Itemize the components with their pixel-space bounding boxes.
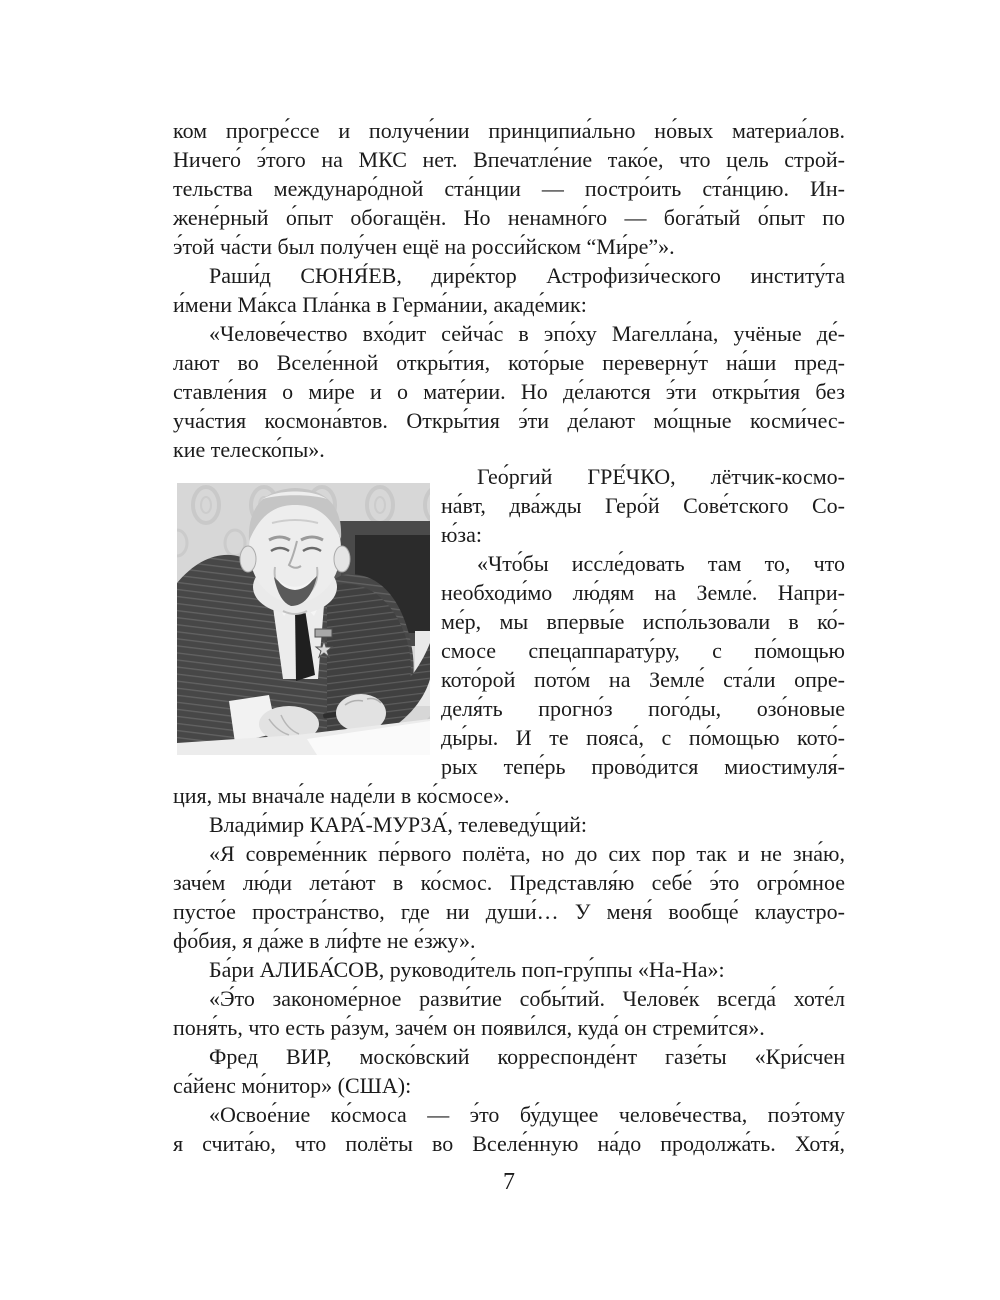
face	[240, 488, 350, 614]
text-line: са́йенс мо́нитор» (США):	[173, 1073, 412, 1098]
text-line: Ба́ри АЛИБА́СОВ, руководи́тель поп-гру́ппы «На-На»:	[209, 957, 725, 982]
text-line: Ничего́ э́того на МКС нет. Впечатле́ние тако́е, что цель строй-	[173, 147, 845, 172]
text-line: уча́стия космона́втов. Откры́тия э́ти де́лают мо́щные косми́чес-	[173, 408, 845, 433]
text-line: «Освое́ние ко́смоса — э́то бу́дущее челове́чества, поэ́тому	[209, 1102, 845, 1127]
text-line: Фред ВИР, моско́вский корреспонде́нт газе́ты «Кри́счен	[209, 1044, 845, 1069]
grechko-portrait-illustration	[177, 483, 430, 755]
text-line: ком прогре́ссе и получе́нии принципиа́льно но́вых материа́лов.	[173, 118, 845, 143]
text-line: жене́рный о́пыт обогащён. Но ненамно́го — бога́тый о́пыт по	[173, 205, 845, 230]
text-line: рых тепе́рь прово́дится миостимуля́-	[441, 754, 845, 779]
text-line: ю́за:	[441, 522, 483, 547]
text-line: «Что́бы иссле́довать там то, что	[477, 551, 845, 576]
text-line: фо́бия, я да́же в ли́фте не е́зжу».	[173, 928, 476, 953]
text-line: ме́р, мы впервы́е испо́льзовали в ко́-	[441, 609, 845, 634]
text-line: пусто́е простра́нство, где ни души́… У меня́ вообще́ клаустро-	[173, 899, 845, 924]
text-line: «Челове́чество вхо́дит сейча́с в эпо́ху Магелла́на, учёные де́-	[209, 321, 845, 346]
text-line: «Э́то закономе́рное разви́тие собы́тий. Челове́к всегда́ хоте́л	[209, 986, 845, 1011]
text-line: э́той ча́сти был полу́чен ещё на росси́йском “Ми́ре”».	[173, 234, 675, 259]
text-line: смосе спецаппарату́ру, с по́мощью	[441, 638, 845, 663]
text-line: заче́м лю́ди лета́ют в ко́смос. Представля́ю себе́ э́то огро́мное	[173, 870, 845, 895]
text-line: тельства междунаро́дной ста́нции — постро́ить ста́нцию. Ин-	[173, 176, 845, 201]
photo-georgy-grechko	[177, 483, 430, 755]
text-line: деля́ть прогно́з пого́ды, озо́новые	[441, 696, 845, 721]
text-line: Гео́ргий ГРЕ́ЧКО, лётчик-космо-	[477, 464, 845, 489]
text-line: я счита́ю, что полёты во Вселе́нную на́до продолжа́ть. Хотя́,	[173, 1131, 845, 1156]
text-line: ция, мы внача́ле наде́ли в ко́смосе».	[173, 783, 510, 808]
text-line: поня́ть, что есть ра́зум, заче́м он появи́лся, куда́ он стреми́тся».	[173, 1015, 765, 1040]
text-line: ды́ры. И те пояса́, с по́мощью кото́-	[441, 725, 845, 750]
paragraph-block-beside-photo	[441, 462, 845, 781]
text-line: Влади́мир КАРА́-МУРЗА́, телеведу́щий:	[209, 812, 587, 837]
page-number: 7	[503, 1169, 515, 1195]
text-line: на́вт, два́жды Геро́й Сове́тского Со-	[441, 493, 845, 518]
text-line: и́мени Ма́кса Пла́нка в Герма́нии, акаде́мик:	[173, 292, 587, 317]
text-line: кие телеско́пы».	[173, 437, 325, 462]
text-line: Раши́д СЮНЯ́ЕВ, дире́ктор Астрофизи́ческого институ́та	[209, 263, 845, 288]
paragraph-block-top	[173, 116, 845, 464]
text-line: ставле́ния о ми́ре и о мате́рии. Но де́лаются э́ти откры́тия без	[173, 379, 845, 404]
text-line: необходи́мо лю́дям на Земле́. Напри-	[441, 580, 845, 605]
paragraph-block-bottom	[173, 781, 845, 1158]
text-line: лают во Вселе́нной откры́тия, кото́рые переверну́т на́ши пред-	[173, 350, 845, 375]
text-line: «Я совреме́нник пе́рвого полёта, но до сих пор так и не зна́ю,	[209, 841, 845, 866]
text-line: кото́рой пото́м на Земле́ ста́ли опре-	[441, 667, 845, 692]
